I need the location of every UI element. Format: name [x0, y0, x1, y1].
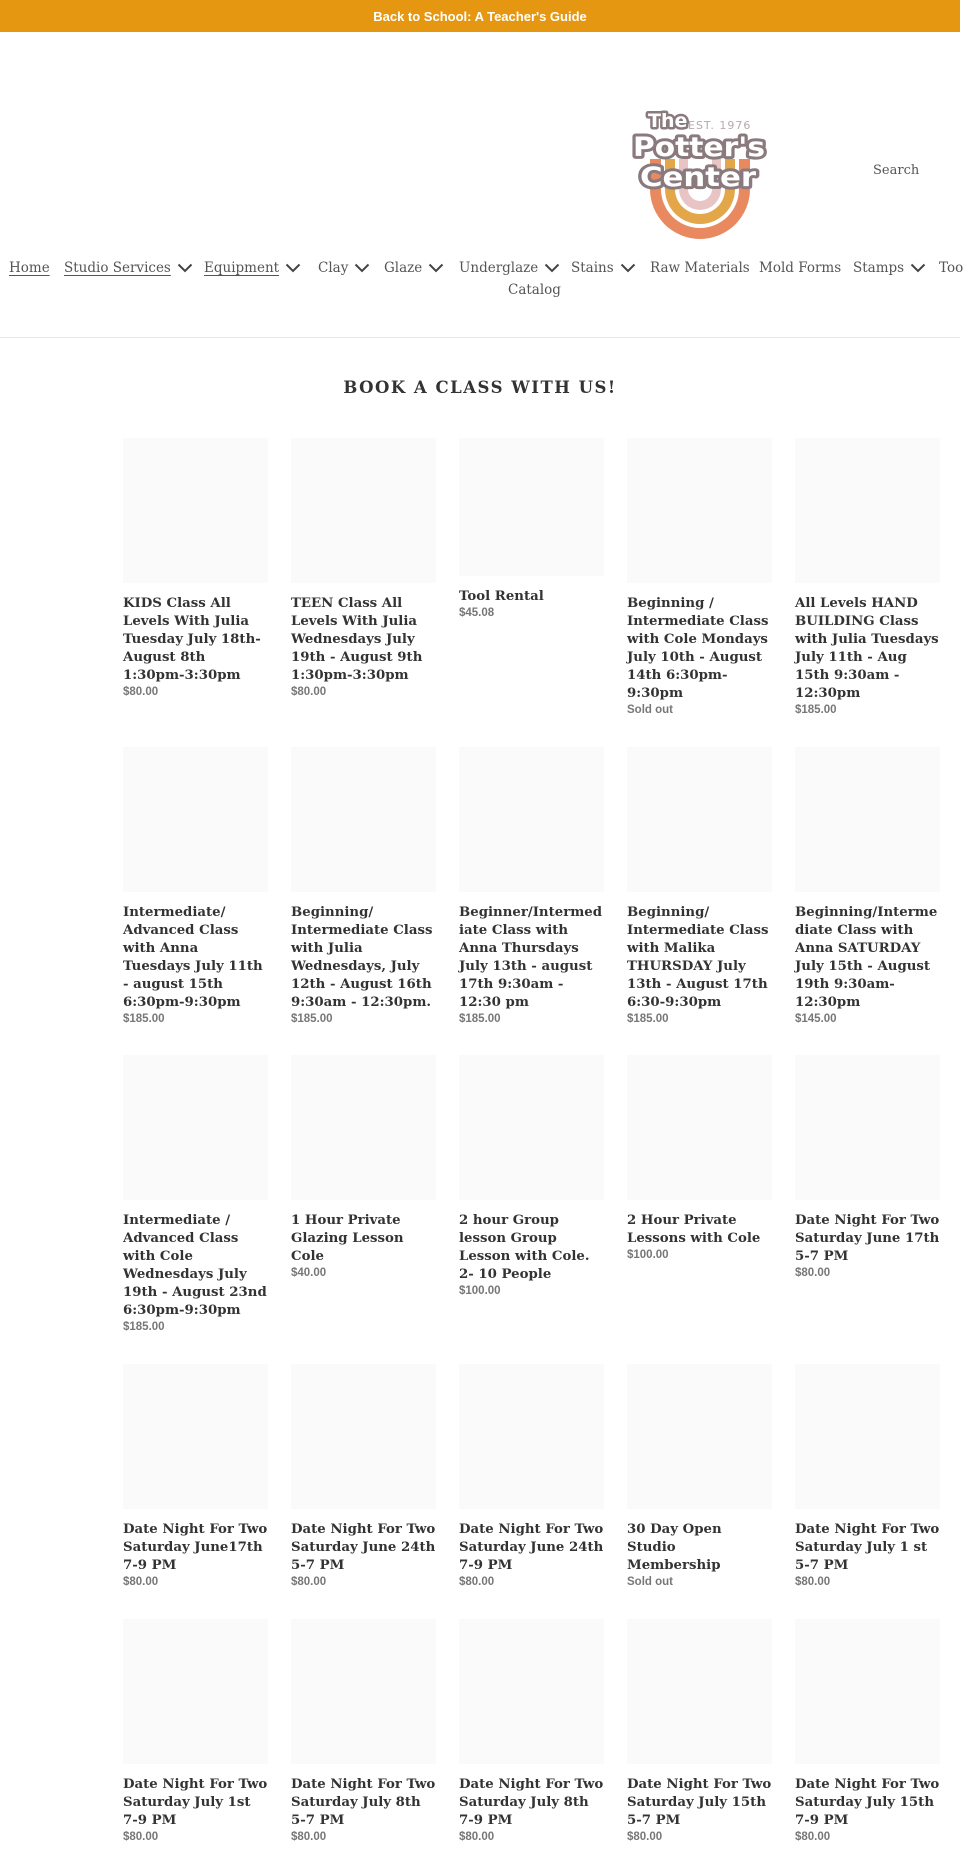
product-price: $80.00 [123, 686, 159, 698]
logo-word-potters: Potter's [633, 132, 765, 163]
product-card[interactable] [627, 1055, 772, 1261]
product-title[interactable]: Date Night For Two Saturday June 24th 5-7 PM [291, 1522, 436, 1573]
product-price: $80.00 [459, 1576, 495, 1588]
chevron-down-icon [544, 263, 560, 273]
product-price: $80.00 [123, 1831, 159, 1843]
product-image[interactable] [291, 438, 436, 583]
product-title[interactable]: Date Night For Two Saturday June17th 7-9 PM [123, 1522, 268, 1573]
product-image[interactable] [627, 1619, 772, 1764]
product-card[interactable] [627, 438, 772, 716]
product-image[interactable] [459, 438, 604, 576]
product-card[interactable] [459, 1364, 604, 1588]
product-price: $80.00 [459, 1831, 495, 1843]
header-divider [0, 337, 960, 338]
potters-center-logo[interactable] [630, 74, 770, 264]
nav-label: Home [9, 260, 50, 276]
product-price: $45.08 [459, 607, 495, 619]
logo-est: EST. 1976 [688, 119, 752, 132]
product-price: $100.00 [459, 1285, 501, 1297]
product-title[interactable]: 30 Day Open Studio Membership [627, 1522, 722, 1573]
product-price: $80.00 [291, 1576, 327, 1588]
product-title[interactable]: TEEN Class All Levels With Julia Wednesdays July 19th - August 9th 1:30pm-3:30pm [291, 596, 423, 683]
product-card[interactable] [291, 1364, 436, 1588]
product-image[interactable] [627, 1364, 772, 1509]
product-title[interactable]: Date Night For Two Saturday July 8th 7-9 PM [459, 1777, 604, 1828]
nav-item-mold-forms[interactable] [759, 260, 841, 276]
nav-label: Mold Forms [759, 260, 842, 276]
product-image[interactable] [123, 1364, 268, 1509]
product-title[interactable]: Beginner/Intermediate Class with Anna Thursdays July 13th - august 17th 9:30am - 12:30 pm [459, 905, 603, 1010]
nav-item-stamps[interactable] [853, 260, 926, 276]
product-card[interactable] [291, 1619, 436, 1843]
product-image[interactable] [291, 1055, 436, 1200]
product-image[interactable] [123, 1619, 268, 1764]
product-image[interactable] [795, 438, 940, 583]
nav-item-raw-materials[interactable] [650, 260, 750, 276]
product-card[interactable] [627, 1619, 772, 1843]
product-image[interactable] [123, 1055, 268, 1200]
product-title[interactable]: Beginning/Intermediate Class with Anna SATURDAY July 15th - August 19th 9:30am-12:30pm [795, 905, 938, 1010]
nav-item-stains[interactable] [571, 260, 636, 276]
nav-item-home[interactable] [9, 260, 50, 276]
product-title[interactable]: Date Night For Two Saturday July 8th 5-7 PM [291, 1777, 436, 1828]
nav-item-underglaze[interactable] [459, 260, 560, 276]
product-image[interactable] [123, 438, 268, 583]
product-price: $185.00 [459, 1013, 501, 1025]
product-price: $80.00 [795, 1831, 831, 1843]
product-price: $40.00 [291, 1267, 327, 1279]
product-title[interactable]: Beginning / Intermediate Class with Cole Mondays July 10th - August 14th 6:30pm-9:30pm [627, 596, 769, 701]
chevron-down-icon [620, 263, 636, 273]
main-navigation [0, 260, 963, 298]
product-image[interactable] [291, 1364, 436, 1509]
product-price: $80.00 [795, 1576, 831, 1588]
product-card[interactable] [795, 1364, 940, 1588]
product-title[interactable]: Intermediate / Advanced Class with Cole Wednesdays July 19th - August 23nd 6:30pm-9:30pm [123, 1213, 267, 1318]
nav-label: Underglaze [459, 260, 539, 276]
product-price: $80.00 [627, 1831, 663, 1843]
product-card[interactable] [795, 1619, 940, 1843]
product-image[interactable] [459, 1619, 604, 1764]
nav-item-clay[interactable] [318, 260, 370, 276]
product-card[interactable] [795, 1055, 940, 1279]
logo-word-center: Center [640, 162, 757, 193]
nav-item-tools[interactable] [939, 260, 963, 276]
chevron-down-icon [285, 263, 301, 273]
product-title[interactable]: All Levels HAND BUILDING Class with Julia Tuesdays July 11th - Aug 15th 9:30am - 12:30pm [795, 596, 939, 701]
product-price: $100.00 [627, 1249, 669, 1261]
nav-item-catalog[interactable] [508, 282, 561, 298]
product-price: $80.00 [123, 1576, 159, 1588]
product-card[interactable] [123, 1055, 268, 1333]
product-card[interactable] [627, 747, 772, 1025]
product-title[interactable]: 1 Hour Private Glazing Lesson Cole [291, 1213, 404, 1264]
nav-label: Too [939, 260, 963, 276]
product-card[interactable] [459, 1055, 604, 1297]
chevron-down-icon [177, 263, 193, 273]
product-image[interactable] [291, 1619, 436, 1764]
product-title[interactable]: Date Night For Two Saturday June 24th 7-9 PM [459, 1522, 604, 1573]
product-price: $185.00 [291, 1013, 333, 1025]
product-price: $185.00 [627, 1013, 669, 1025]
product-price: $185.00 [123, 1013, 165, 1025]
chevron-down-icon [428, 263, 444, 273]
announcement-text[interactable]: Back to School: A Teacher's Guide [373, 8, 587, 24]
product-title[interactable]: KIDS Class All Levels With Julia Tuesday July 18th-August 8th 1:30pm-3:30pm [123, 596, 261, 683]
product-title[interactable]: Date Night For Two Saturday July 15th 7-9 PM [795, 1777, 940, 1828]
product-price: Sold out [627, 1576, 673, 1588]
product-image[interactable] [459, 1055, 604, 1200]
product-card[interactable] [123, 747, 268, 1025]
product-title[interactable]: Date Night For Two Saturday July 15th 5-7 PM [627, 1777, 772, 1828]
chevron-down-icon [910, 263, 926, 273]
chevron-down-icon [354, 263, 370, 273]
nav-label: Studio Services [64, 260, 171, 276]
product-title[interactable]: Intermediate/ Advanced Class with Anna Tuesdays July 11th - august 15th 6:30pm-9:30pm [123, 905, 263, 1010]
product-price: $185.00 [123, 1321, 165, 1333]
nav-label: Clay [318, 260, 349, 276]
search-link[interactable]: Search [873, 163, 920, 178]
product-price: $80.00 [291, 686, 327, 698]
nav-label: Glaze [384, 260, 423, 276]
product-price: $185.00 [795, 704, 837, 716]
product-image[interactable] [795, 1055, 940, 1200]
product-card[interactable] [795, 438, 940, 716]
product-price: Sold out [627, 704, 673, 716]
product-title[interactable]: Date Night For Two Saturday June 17th 5-7 PM [795, 1213, 940, 1264]
product-title[interactable]: Date Night For Two Saturday July 1 st 5-7 PM [795, 1522, 940, 1573]
product-image[interactable] [123, 747, 268, 892]
product-card[interactable] [795, 747, 940, 1025]
product-card[interactable] [459, 747, 604, 1025]
product-title[interactable]: 2 hour Group lesson Group Lesson with Cole. 2- 10 People [459, 1213, 590, 1282]
page-title: BOOK A CLASS WITH US! [343, 378, 617, 397]
product-price: $80.00 [795, 1267, 831, 1279]
site-header [0, 32, 960, 232]
product-title[interactable]: Date Night For Two Saturday July 1st 7-9 PM [123, 1777, 268, 1828]
nav-item-glaze[interactable] [384, 260, 444, 276]
announcement-bar[interactable] [0, 0, 960, 32]
product-image[interactable] [795, 1364, 940, 1509]
product-image[interactable] [795, 747, 940, 892]
nav-label: Stamps [853, 260, 905, 276]
product-card[interactable] [291, 1055, 436, 1279]
product-image[interactable] [291, 747, 436, 892]
product-image[interactable] [627, 1055, 772, 1200]
product-card[interactable] [123, 438, 268, 698]
product-image[interactable] [795, 1619, 940, 1764]
product-title[interactable]: Beginning/ Intermediate Class with Malika THURSDAY July 13th - August 17th 6:30-9:30pm [627, 905, 769, 1010]
product-card[interactable] [459, 1619, 604, 1843]
product-image[interactable] [459, 1364, 604, 1509]
product-price: $145.00 [795, 1013, 837, 1025]
product-card[interactable] [459, 438, 604, 619]
product-image[interactable] [627, 747, 772, 892]
product-card[interactable] [123, 1619, 268, 1843]
nav-item-studio-services[interactable] [64, 260, 193, 276]
product-image[interactable] [627, 438, 772, 583]
nav-label: Raw Materials [650, 260, 750, 276]
nav-label: Catalog [508, 282, 561, 298]
product-card[interactable] [123, 1364, 268, 1588]
logo-word-the: The [648, 110, 688, 132]
product-title[interactable]: Beginning/ Intermediate Class with Julia Wednesdays, July 12th - August 16th 9:30am - 12:30pm. [291, 905, 433, 1010]
nav-label: Equipment [204, 260, 280, 276]
nav-item-equipment[interactable] [204, 260, 301, 276]
product-image[interactable] [459, 747, 604, 892]
product-price: $80.00 [291, 1831, 327, 1843]
product-card[interactable] [291, 747, 436, 1025]
product-card[interactable] [627, 1364, 772, 1588]
nav-label: Stains [571, 260, 614, 276]
product-title[interactable]: Tool Rental [459, 589, 544, 604]
product-card[interactable] [291, 438, 436, 698]
product-title[interactable]: 2 Hour Private Lessons with Cole [627, 1213, 761, 1246]
